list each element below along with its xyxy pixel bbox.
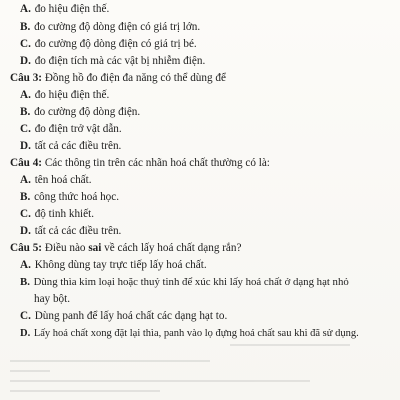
option-letter: A. (20, 3, 31, 15)
option-text: tên hoá chất. (31, 174, 92, 186)
option-letter: A. (20, 89, 31, 101)
option-a-q5 (20, 259, 207, 272)
option-text: đo điện tích mà các vật bị nhiễm điện. (31, 55, 206, 67)
option-a-q2 (20, 3, 109, 16)
question-3 (10, 72, 226, 85)
emphasis-word: sai (88, 242, 102, 254)
option-d-q2 (20, 55, 205, 68)
option-letter: D. (20, 328, 31, 339)
option-text: đo cường độ dòng điện có giá trị lớn. (31, 21, 201, 33)
option-d-q4 (20, 225, 121, 238)
option-letter: D. (20, 55, 31, 67)
option-c-q5 (20, 310, 227, 323)
option-letter: C. (20, 38, 31, 50)
option-text: Dùng panh để lấy hoá chất các dạng hạt to. (31, 310, 228, 322)
option-d-q5 (20, 327, 359, 340)
option-text: tất cả các điều trên. (31, 225, 122, 237)
question-text: Đồng hồ đo điện đa năng có thể dùng để (42, 72, 226, 84)
option-a-q4 (20, 174, 92, 187)
option-letter: D. (20, 140, 31, 152)
option-text: đo hiệu điện thế. (31, 89, 110, 101)
option-text: hay bột. (34, 293, 71, 305)
option-text: đo điện trở vật dẫn. (31, 123, 122, 135)
option-text: công thức hoá học. (31, 191, 120, 203)
option-letter: B. (20, 191, 31, 203)
option-letter: C. (20, 310, 31, 322)
option-b-q4 (20, 191, 119, 204)
option-text: đo cường độ dòng điện có giá trị bé. (31, 38, 197, 50)
question-label: Câu 5: (10, 242, 43, 254)
option-text: Dùng thìa kim loại hoặc thuỷ tinh để xúc khi lấy hoá chất ở dạng hạt nhỏ (30, 276, 349, 288)
option-text: Không dùng tay trực tiếp lấy hoá chất. (31, 259, 207, 271)
option-c-q2 (20, 38, 197, 51)
option-text: Lấy hoá chất xong đặt lại thìa, panh vào lọ đựng hoá chất sau khi đã sử dụng. (31, 328, 359, 339)
question-5 (10, 242, 241, 255)
question-text: Các thông tin trên các nhãn hoá chất thường có là: (42, 157, 270, 169)
option-letter: A. (20, 259, 31, 271)
option-text: đo cường độ dòng điện. (31, 106, 141, 118)
option-letter: C. (20, 208, 31, 220)
question-text: Điều nào (42, 242, 89, 254)
option-letter: D. (20, 225, 31, 237)
question-label: Câu 4: (10, 157, 43, 169)
option-c-q3 (20, 123, 122, 136)
option-text: tất cả các điều trên. (31, 140, 122, 152)
option-letter: B. (20, 106, 31, 118)
option-d-q3 (20, 140, 121, 153)
question-label: Câu 3: (10, 72, 43, 84)
option-letter: C. (20, 123, 31, 135)
option-letter: B. (20, 276, 30, 288)
option-letter: A. (20, 174, 31, 186)
question-4 (10, 157, 270, 170)
option-b-q5-continuation (34, 293, 70, 306)
option-b-q5 (20, 276, 349, 289)
option-text: đo hiệu điện thế. (31, 3, 110, 15)
option-a-q3 (20, 89, 109, 102)
option-letter: B. (20, 21, 31, 33)
option-b-q3 (20, 106, 140, 119)
question-text: về cách lấy hoá chất dạng rắn? (101, 242, 242, 254)
option-c-q4 (20, 208, 94, 221)
option-text: độ tinh khiết. (31, 208, 95, 220)
option-b-q2 (20, 21, 200, 34)
